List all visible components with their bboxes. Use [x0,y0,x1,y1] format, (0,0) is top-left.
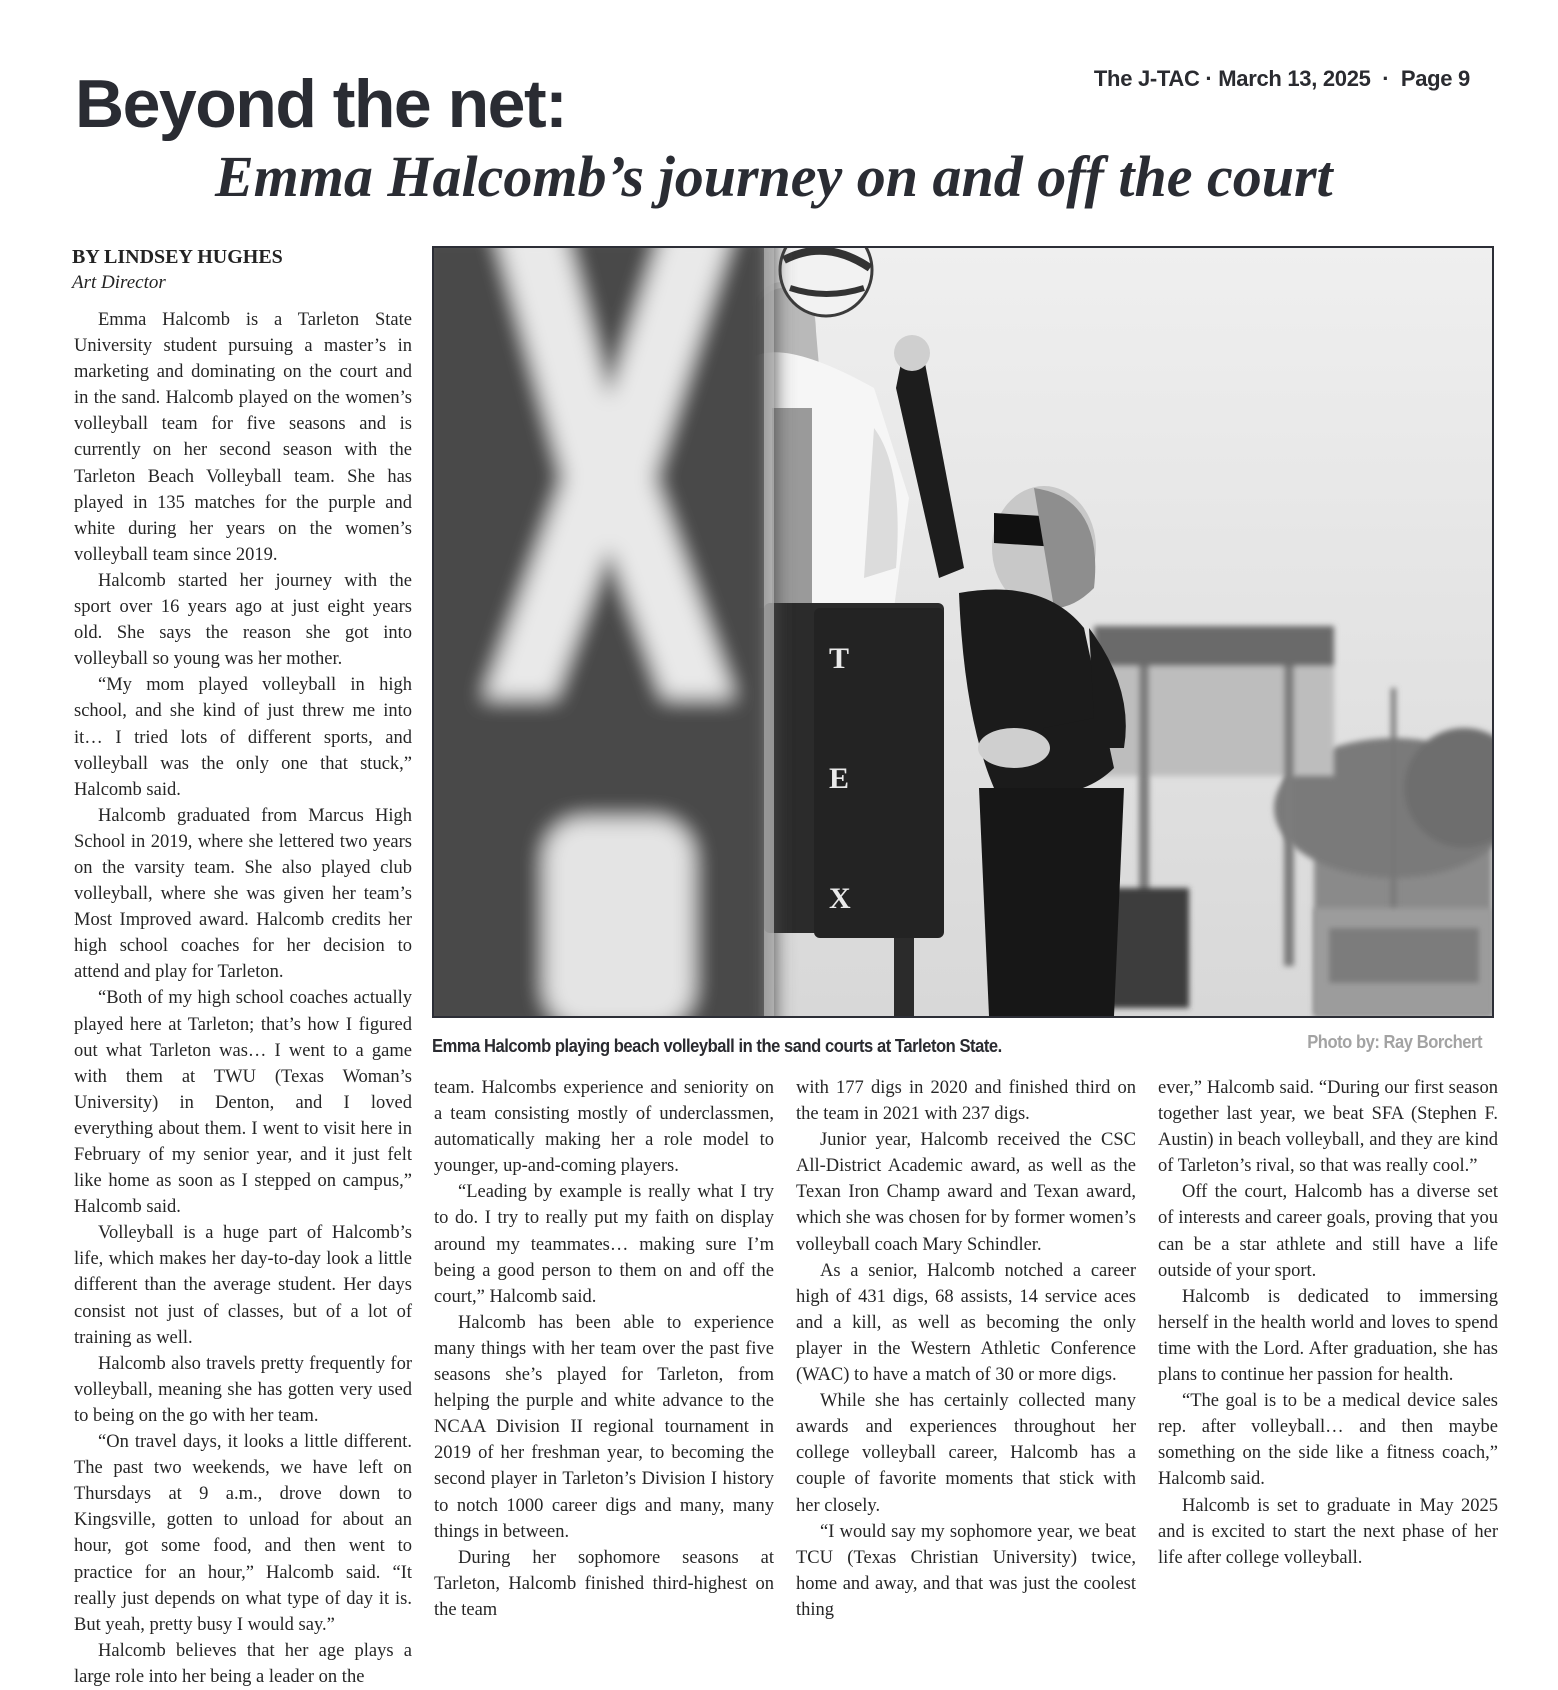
paragraph: with 177 digs in 2020 and finished third on the team in 2021 with 237 digs. [796,1078,1136,1125]
paragraph: Halcomb believes that her age plays a large role into her being a leader on the [74,1640,412,1687]
paragraph: While she has certainly collected many awards and experiences throughout her college volleyball career, Halcomb has a couple of favorite moments that stick with her closely. [796,1391,1136,1516]
paragraph: Emma Halcomb is a Tarleton State University student pursuing a master’s in marketing and dominating on the court and in the sand. Halcomb played on the women’s volleyball team for five seasons and is currently on her second season with the Tarleton Beach Volleyball team. She has played in 135 matches for the purple and white during her years on the women’s volleyball team since 2019. [74,310,412,565]
paragraph: As a senior, Halcomb notched a career high of 431 digs, 68 assists, 14 service aces and a kill, as well as becoming the only player in the Western Athletic Conference (WAC) to have a match of 30 or more digs. [796,1260,1136,1386]
byline-role: Art Director [72,272,166,293]
paragraph: “Leading by example is really what I try to do. I try to really put my faith on display around my teammates… making sure I’m being a good person to them on and off the court,” Halcomb said. [434,1182,774,1307]
paragraph: Volleyball is a huge part of Halcomb’s life, which makes her day-to-day look a little different than the average student. Her days consist not just of classes, but of a lot of training as well. [74,1223,412,1348]
svg-text:T: T [829,642,850,675]
headline: Beyond the net: [75,66,567,142]
article-column-1 [74,307,412,1690]
article-photo [432,246,1494,1018]
byline [72,244,412,296]
subheadline: Emma Halcomb’s journey on and off the court [215,144,1333,209]
paragraph: “I would say my sophomore year, we beat TCU (Texas Christian University) twice, home and away, and that was just the coolest thing [796,1521,1136,1620]
article-column-3 [796,1075,1136,1623]
photo-credit: Photo by: Ray Borchert [1307,1032,1482,1052]
paragraph: Halcomb is dedicated to immersing herself in the health world and loves to spend time with the Lord. After graduation, she has plans to continue her passion for health. [1158,1286,1498,1386]
paragraph: Halcomb is set to graduate in May 2025 and is excited to start the next phase of her life after college volleyball. [1158,1495,1498,1568]
photo-caption: Emma Halcomb playing beach volleyball in the sand courts at Tarleton State. [432,1036,1002,1056]
paragraph: ever,” Halcomb said. “During our first season together last year, we beat SFA (Stephen F. Austin) in beach volleyball, and they are kind of Tarleton’s rival, so that was really cool.” [1158,1078,1498,1177]
paragraph: Halcomb also travels pretty frequently for volleyball, meaning she has gotten very used to being on the go with her team. [74,1353,412,1426]
paragraph: Halcomb started her journey with the sport over 16 years ago at just eight years old. She says the reason she got into volleyball so young was her mother. [74,570,412,670]
svg-text:E: E [829,762,850,795]
article-column-4 [1158,1075,1498,1571]
paragraph: Halcomb has been able to experience many things with her team over the past five seasons she’s played for Tarleton, from helping the purple and white advance to the NCAA Division II regional tournament in 2019 of her freshman year, to becoming the second player in Tarleton’s Division I history to notch 1000 career digs and many, many things in between. [434,1312,774,1542]
masthead: The J-TAC · March 13, 2025 · Page 9 [1093,66,1470,91]
byline-author: BY LINDSEY HUGHES [72,246,283,268]
paragraph: “On travel days, it looks a little different. The past two weekends, we have left on Thursdays at 9 a.m., drove down to Kingsville, gotten to unload for about an hour, got some food, and then went to practice for an hour,” Halcomb said. “It really just depends on what type of day it is. But yeah, pretty busy I would say.” [74,1432,412,1635]
paragraph: Off the court, Halcomb has a diverse set of interests and career goals, proving that you can be a star athlete and still have a life outside of your sport. [1158,1182,1498,1281]
paragraph: Halcomb graduated from Marcus High School in 2019, where she lettered two years on the varsity team. She also played club volleyball, where she was given her team’s Most Improved award. Halcomb credits her high school coaches for her decision to attend and play for Tarleton. [74,805,412,983]
volleyball-player-photo [434,248,1492,1016]
paragraph: Junior year, Halcomb received the CSC All-District Academic award, as well as the Texan Iron Champ award and Texan award, which she was chosen for by former women’s volleyball coach Mary Schindler. [796,1130,1136,1255]
article-column-2 [434,1075,774,1623]
paragraph: “My mom played volleyball in high school, and she kind of just threw me into it… I tried lots of different sports, and volleyball was the only one that stuck,” Halcomb said. [74,675,412,800]
paragraph: team. Halcombs experience and seniority on a team consisting mostly of underclassmen, automatically making her a role model to younger, up-and-coming players. [434,1078,774,1177]
paragraph: “Both of my high school coaches actually played here at Tarleton; that’s how I figured out what Tarleton was… I went to a game with them at TWU (Texas Woman’s University) in Denton, and I loved everything about them. I went to visit here in February of my senior year, and it just felt like home as soon as I stepped on campus,” Halcomb said. [74,988,412,1218]
paragraph: “The goal is to be a medical device sales rep. after volleyball… and then maybe something on the side like a fitness coach,” Halcomb said. [1158,1391,1498,1490]
paragraph: During her sophomore seasons at Tarleton, Halcomb finished third-highest on the team [434,1547,774,1620]
svg-text:X: X [829,882,851,915]
